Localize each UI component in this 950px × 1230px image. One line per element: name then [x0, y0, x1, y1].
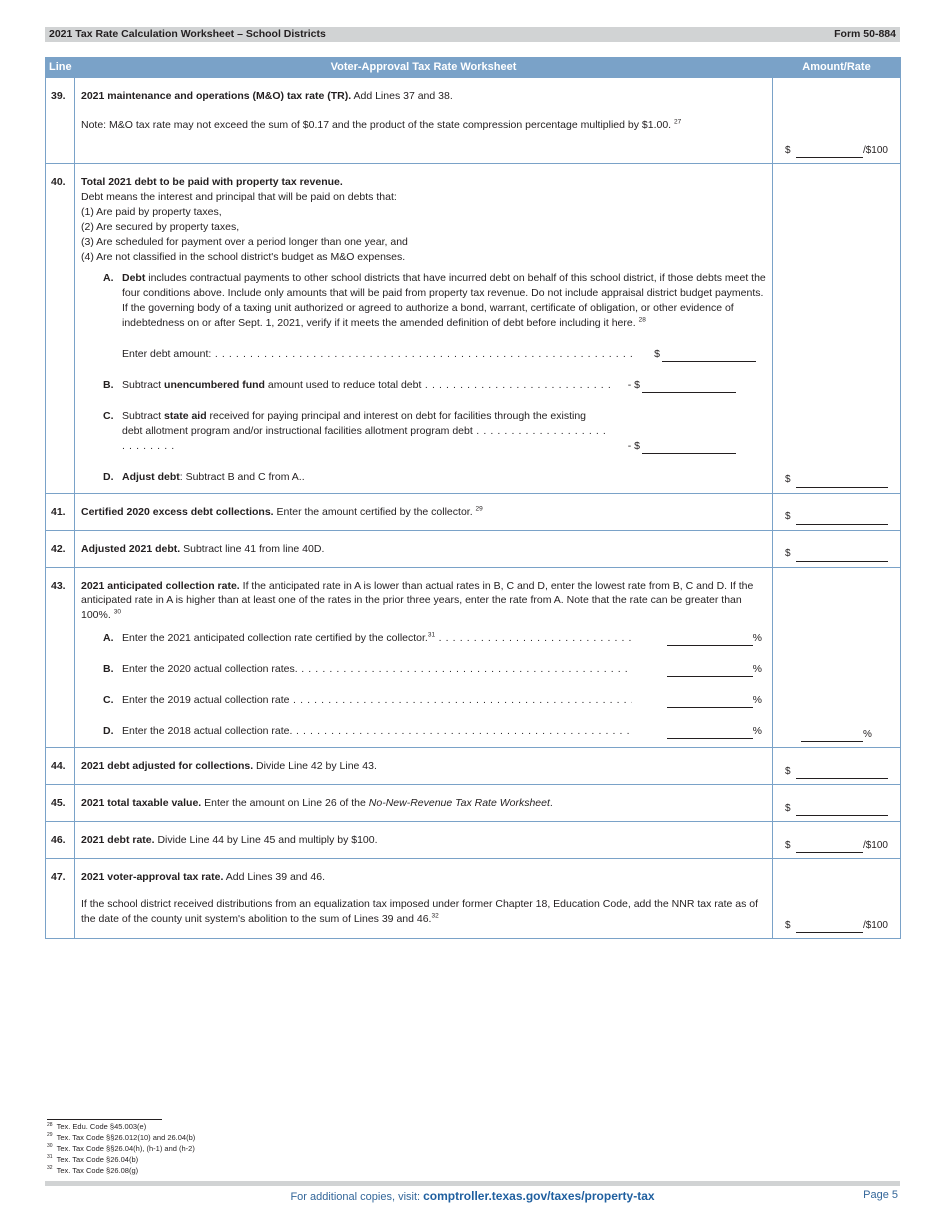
dollar-sign: $: [785, 919, 791, 931]
line-45-description: [75, 784, 773, 821]
footnote-item: [47, 1144, 195, 1155]
line-43a: [102, 631, 766, 646]
line-39-description: [75, 78, 773, 164]
line-number: 40.: [46, 164, 75, 494]
line-43b-text: Enter the 2020 actual collection rates. . . .: [122, 662, 632, 677]
line-40c-text: received for paying principal and interest on debt for facilities through the existing: [206, 409, 587, 422]
form-header-bar: [45, 27, 900, 42]
line-41-title: Certified 2020 excess debt collections.: [81, 505, 274, 518]
footnote-item: [47, 1133, 195, 1144]
line-40-intro: Debt means the interest and principal that will be paid on debts that:: [81, 190, 397, 203]
line-40b-text: Subtract: [122, 378, 165, 391]
footnote-number: 28: [47, 1121, 53, 1128]
footnote-text: Tex. Tax Code §§26.04(h), (h-1) and (h-2): [56, 1143, 195, 1153]
line-41-description: [75, 493, 773, 530]
item-letter: D.: [103, 724, 114, 737]
page-footer: [45, 1188, 900, 1204]
line-42-amount-cell: [773, 530, 901, 567]
line-44-instruction: Divide Line 42 by Line 43.: [253, 759, 377, 772]
footnote-item: [47, 1166, 195, 1177]
debt-definition: includes contractual payments to other school districts that have incurred debt on behalf of this school district, if those debts meet the four conditions above. Include only amounts that will be paid from property tax revenue. Do not include appraisal district budget payments. If the governing body of a taxing unit authorized or agreed to authorize a bond, warrant, certificate of obligation, or other evidence of indebtedness on or after Sept. 1, 2021, verify if it meets the amended definition of debt before including it here.: [122, 272, 766, 330]
per-100-label: /$100: [862, 144, 888, 156]
dollar-sign: $: [785, 802, 791, 814]
line-43-description: [75, 567, 773, 747]
item-letter: A.: [103, 272, 114, 285]
line-number: 39.: [46, 78, 75, 164]
footnote-text: Tex. Tax Code §26.08(g): [56, 1165, 139, 1175]
debt-term: Debt: [122, 272, 146, 285]
footnote-text: Tex. Edu. Code §45.003(e): [56, 1122, 147, 1131]
line-43b: [102, 662, 766, 677]
line-47-description: [75, 858, 773, 938]
line-40-condition: (2) Are secured by property taxes,: [81, 220, 240, 233]
footnote-text: Tex. Tax Code §26.04(b): [56, 1154, 139, 1164]
line-number: 47.: [46, 858, 75, 938]
footnote-item: [47, 1155, 195, 1166]
line-40-condition: (1) Are paid by property taxes,: [81, 205, 222, 218]
dollar-sign: $: [785, 474, 791, 486]
footnote-number: 32: [47, 1165, 53, 1171]
item-letter: A.: [103, 632, 114, 645]
state-aid-input[interactable]: [642, 444, 736, 454]
line-40-amount-cell: [773, 164, 901, 494]
col-amount-header: Amount/Rate: [773, 58, 901, 78]
footer-text: For additional copies, visit:: [290, 1191, 424, 1203]
line-46-amount-cell: [773, 821, 901, 858]
line-39-instruction: Add Lines 37 and 38.: [351, 90, 453, 102]
line-40a: [102, 271, 766, 331]
line-40b-text: amount used to reduce total debt: [264, 378, 422, 391]
line-40c-text: Subtract: [122, 409, 165, 422]
line-45-amount-cell: [773, 784, 901, 821]
line-43-title: 2021 anticipated collection rate.: [81, 579, 240, 592]
line-47-title: 2021 voter-approval tax rate.: [81, 870, 224, 883]
footnote-ref: 29: [475, 505, 483, 512]
line-41-row: [46, 493, 901, 530]
line-43c-text: Enter the 2019 actual collection rate . . .: [122, 693, 632, 708]
line-40-title: Total 2021 debt to be paid with property tax revenue.: [81, 176, 343, 188]
collection-rate-2018-input[interactable]: [667, 729, 753, 739]
line-41-amount-input[interactable]: [796, 515, 888, 525]
line-43-row: [46, 567, 901, 747]
line-40-condition: (3) Are scheduled for payment over a period longer than one year, and: [81, 235, 408, 248]
worksheet-title: 2021 Tax Rate Calculation Worksheet – School Districts: [49, 28, 326, 41]
line-41-instruction: Enter the amount certified by the collector.: [273, 505, 473, 518]
footnote-number: 31: [47, 1154, 53, 1161]
line-47-amount-cell: [773, 858, 901, 938]
line-45-row: [46, 784, 901, 821]
dollar-sign: $: [785, 144, 791, 156]
percent-sign: %: [752, 663, 762, 676]
collection-rate-2020-input[interactable]: [667, 667, 753, 677]
line-40d: [102, 470, 766, 485]
line-43a-text: Enter the 2021 anticipated collection rate certified by the collector.: [122, 632, 428, 645]
unencumbered-fund-term: unencumbered fund: [164, 378, 265, 391]
percent-sign: %: [752, 724, 762, 737]
line-43c: [102, 693, 766, 708]
line-43d: [102, 724, 766, 739]
line-44-amount-cell: [773, 747, 901, 784]
line-number: 46.: [46, 821, 75, 858]
line-number: 41.: [46, 493, 75, 530]
footnote-item: [47, 1122, 195, 1133]
line-47-note: If the school district received distributions from an equalization tax imposed under former Chapter 18, Education Code, add the NNR tax rate as of the date of the county unit system's abolition to the sum of Lines 39 and 46.: [81, 897, 759, 925]
footnote-ref: 27: [674, 118, 682, 126]
percent-sign: %: [752, 694, 762, 707]
item-letter: C.: [103, 409, 114, 422]
dollar-sign: $: [785, 765, 791, 777]
per-100-label: /$100: [862, 839, 888, 851]
footer-bar: [45, 1181, 900, 1186]
line-46-amount-input[interactable]: [796, 843, 863, 853]
percent-sign: %: [863, 728, 872, 740]
line-40c: [102, 409, 766, 454]
dollar-sign: $: [785, 839, 791, 851]
line-39-title: 2021 maintenance and operations (M&O) tax rate (TR).: [81, 90, 352, 102]
line-40a-entry: [102, 347, 766, 362]
dollar-sign: $: [785, 511, 791, 523]
minus-dollar-sign: - $: [627, 378, 640, 391]
line-46-instruction: Divide Line 44 by Line 45 and multiply by $100.: [154, 833, 378, 846]
state-aid-term: state aid: [164, 409, 207, 422]
percent-sign: %: [752, 632, 762, 645]
collection-rate-2019-input[interactable]: [667, 698, 753, 708]
form-number: Form 50-884: [834, 28, 896, 41]
line-42-row: [46, 530, 901, 567]
line-46-title: 2021 debt rate.: [81, 833, 155, 846]
line-47-amount-input[interactable]: [796, 923, 863, 933]
line-39-note: Note: M&O tax rate may not exceed the sum of $0.17 and the product of the state compression percentage multiplied by $1.00.: [81, 118, 672, 131]
footnote-divider: [47, 1119, 162, 1120]
col-worksheet-header: Voter-Approval Tax Rate Worksheet: [75, 58, 773, 78]
line-41-amount-cell: [773, 493, 901, 530]
footnote-number: 30: [47, 1143, 53, 1150]
line-40-condition: (4) Are not classified in the school district's budget as M&O expenses.: [81, 250, 406, 263]
line-number: 42.: [46, 530, 75, 567]
unencumbered-fund-input[interactable]: [642, 383, 736, 393]
debt-amount-input[interactable]: [662, 352, 756, 362]
line-45-instruction: .: [549, 796, 553, 809]
footnote-text: Tex. Tax Code §§26.012(10) and 26.04(b): [56, 1132, 196, 1142]
line-43-instruction: If the anticipated rate in A is lower than actual rates in B, C and D, enter the lowest rate from B, C and D. If the anticipated rate in A is higher than at least one of the rates in the prior three years, enter the rate from A. Note that the rate can be greater than 100%.: [81, 579, 754, 622]
line-43d-text: Enter the 2018 actual collection rate. . . .: [122, 724, 632, 739]
comptroller-link[interactable]: comptroller.texas.gov/taxes/property-tax: [423, 1189, 655, 1203]
line-45-instruction: Enter the amount on Line 26 of the: [201, 796, 369, 809]
adjust-debt-term: Adjust debt: [122, 470, 180, 483]
line-46-row: [46, 821, 901, 858]
item-letter: B.: [103, 663, 114, 676]
line-45-amount-input[interactable]: [796, 806, 888, 816]
line-43-amount-cell: [773, 567, 901, 747]
line-42-amount-input[interactable]: [796, 552, 888, 562]
line-40b: [102, 378, 766, 393]
item-letter: D.: [103, 470, 114, 483]
line-number: 44.: [46, 747, 75, 784]
item-letter: C.: [103, 694, 114, 707]
enter-debt-label: Enter debt amount: . . .: [122, 347, 632, 362]
minus-dollar-sign: - $: [627, 439, 640, 452]
line-44-amount-input[interactable]: [796, 769, 888, 779]
line-44-row: [46, 747, 901, 784]
footnote-number: 29: [47, 1132, 53, 1139]
page-number: Page 5: [863, 1189, 898, 1201]
dollar-sign: $: [654, 348, 660, 361]
footnote-ref: 31: [427, 631, 436, 639]
col-line-header: Line: [46, 58, 75, 78]
line-47-row: [46, 858, 901, 938]
collection-rate-2021-input[interactable]: [667, 636, 753, 646]
line-40-description: [75, 164, 773, 494]
line-40c-text: debt allotment program and/or instructional facilities allotment program debt . . .: [122, 425, 606, 452]
line-39-amount-input[interactable]: [796, 148, 863, 158]
line-45-title: 2021 total taxable value.: [81, 796, 202, 809]
line-44-title: 2021 debt adjusted for collections.: [81, 759, 254, 772]
line-40-row: [46, 164, 901, 494]
line-40d-text: : Subtract B and C from A..: [179, 470, 305, 483]
line-42-description: [75, 530, 773, 567]
dollar-sign: $: [785, 548, 791, 560]
line-40-amount-input[interactable]: [796, 478, 888, 488]
line-39-amount-cell: [773, 78, 901, 164]
line-46-description: [75, 821, 773, 858]
line-42-title: Adjusted 2021 debt.: [81, 542, 181, 555]
table-header-row: [46, 58, 901, 78]
worksheet-reference: No-New-Revenue Tax Rate Worksheet: [368, 796, 550, 809]
line-42-instruction: Subtract line 41 from line 40D.: [180, 542, 325, 555]
line-44-description: [75, 747, 773, 784]
line-47-instruction: Add Lines 39 and 46.: [223, 870, 325, 883]
footnote-ref: 30: [113, 608, 121, 616]
per-100-label: /$100: [862, 919, 888, 931]
footnote-ref: 28: [638, 316, 646, 324]
footnotes: [47, 1119, 195, 1176]
line-number: 45.: [46, 784, 75, 821]
line-number: 43.: [46, 567, 75, 747]
line-43-rate-input[interactable]: [801, 732, 863, 742]
worksheet-table: [45, 57, 901, 939]
item-letter: B.: [103, 378, 114, 391]
footnote-ref: 32: [431, 912, 439, 920]
line-39-row: [46, 78, 901, 164]
